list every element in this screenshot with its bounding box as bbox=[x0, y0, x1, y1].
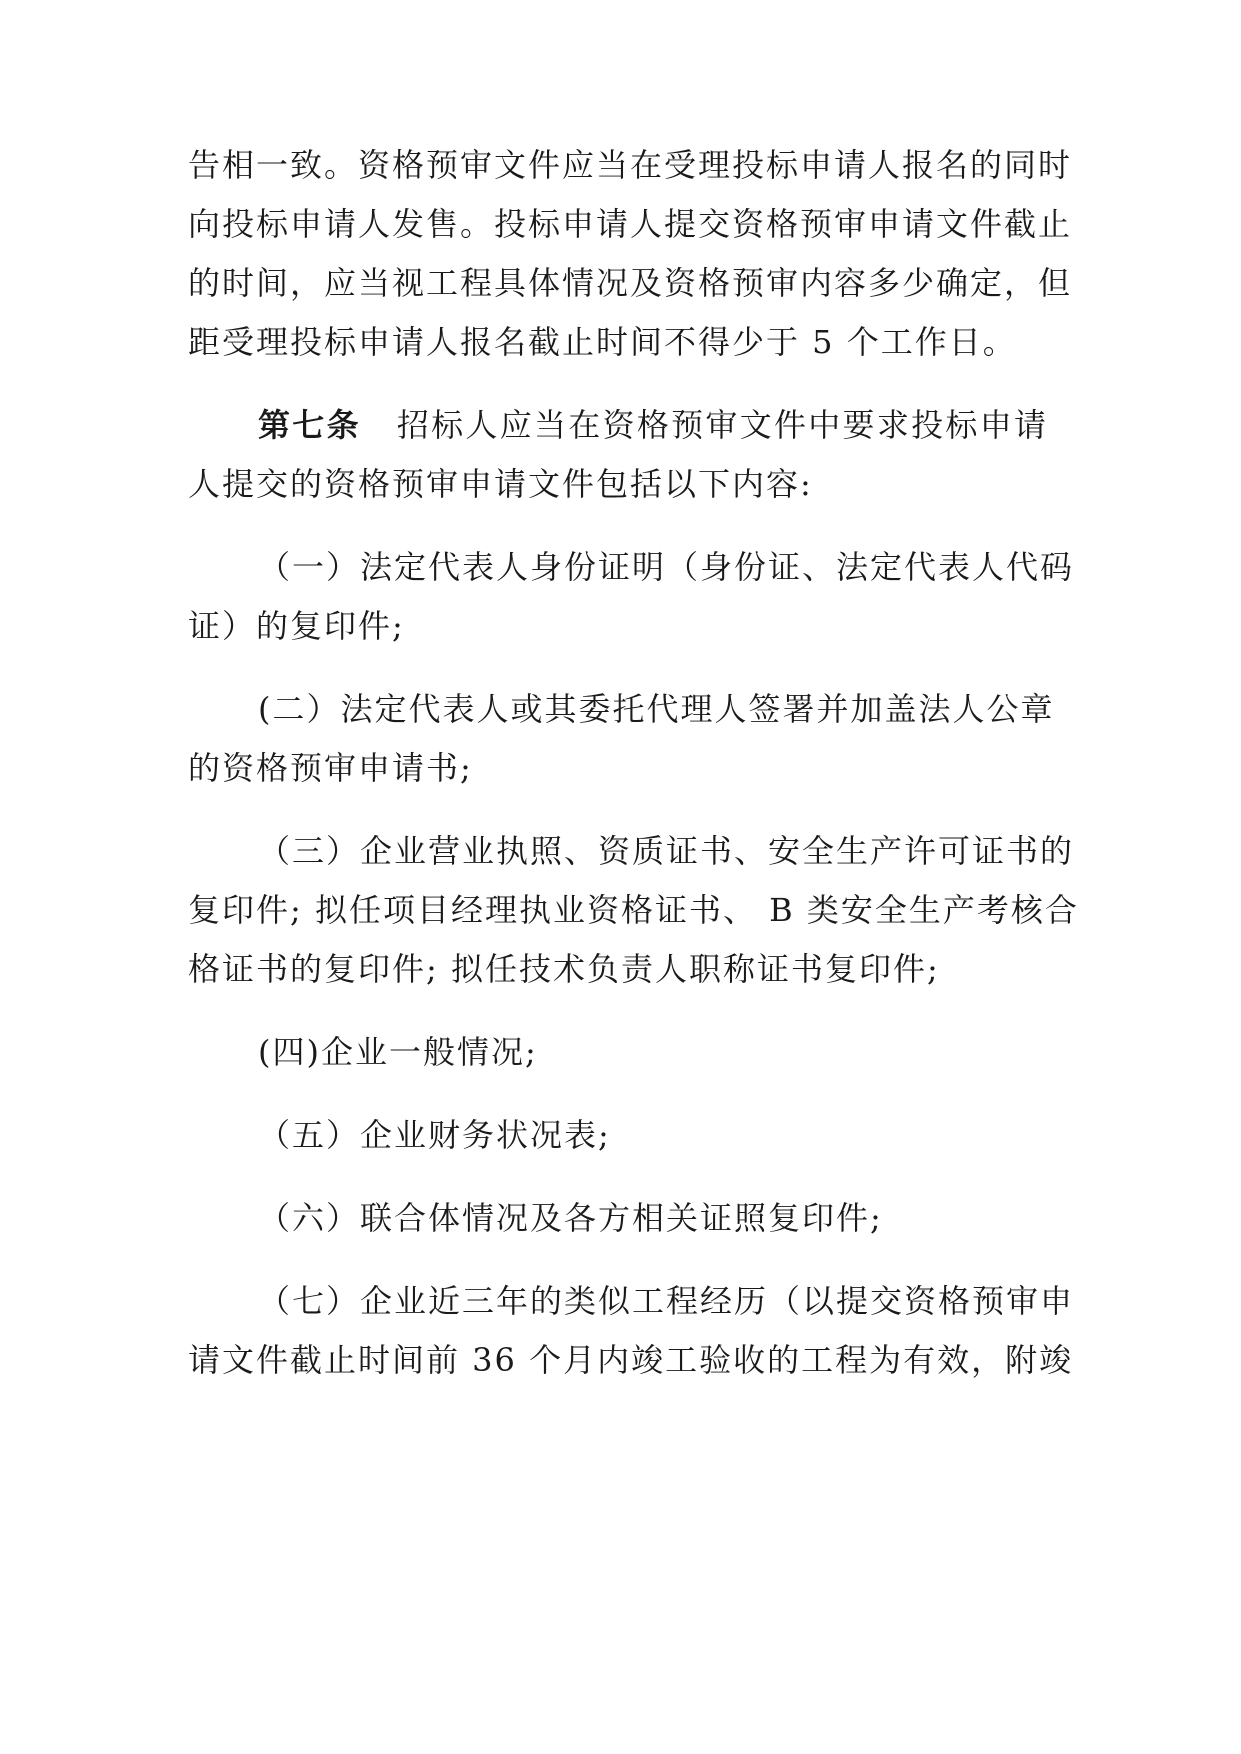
list-item-1-line: 证）的复印件; bbox=[188, 607, 405, 645]
list-item-4: (四)企业一般情况; bbox=[258, 1033, 538, 1071]
list-item-2-line: (二）法定代表人或其委托代理人签署并加盖法人公章 bbox=[258, 690, 1055, 728]
list-item-3-line: 复印件; 拟任项目经理执业资格证书、 B 类安全生产考核合 bbox=[188, 891, 1079, 929]
list-item-6: （六）联合体情况及各方相关证照复印件; bbox=[258, 1199, 883, 1237]
article-text: 招标人应当在资格预审文件中要求投标申请 bbox=[396, 406, 1048, 444]
list-item-3-line: （三）企业营业执照、资质证书、安全生产许可证书的 bbox=[258, 832, 1075, 870]
list-item-1-line: （一）法定代表人身份证明（身份证、法定代表人代码 bbox=[258, 548, 1075, 586]
list-item-3-line: 格证书的复印件; 拟任技术负责人职称证书复印件; bbox=[188, 950, 940, 988]
list-item-5: （五）企业财务状况表; bbox=[258, 1116, 611, 1154]
article-heading: 第七条 bbox=[258, 406, 361, 444]
list-item-2-line: 的资格预审申请书; bbox=[188, 749, 473, 787]
paragraph-line: 距受理投标申请人报名截止时间不得少于 5 个工作日。 bbox=[188, 323, 1017, 361]
paragraph-line: 向投标申请人发售。投标申请人提交资格预审申请文件截止 bbox=[188, 205, 1073, 243]
paragraph-line: 人提交的资格预审申请文件包括以下内容: bbox=[188, 465, 813, 503]
paragraph-line: 的时间，应当视工程具体情况及资格预审内容多少确定，但 bbox=[188, 264, 1073, 302]
article-7-first-line bbox=[258, 403, 1048, 447]
list-item-7-line: （七）企业近三年的类似工程经历（以提交资格预审申 bbox=[258, 1282, 1075, 1320]
list-item-7-line: 请文件截止时间前 36 个月内竣工验收的工程为有效，附竣 bbox=[188, 1341, 1074, 1379]
paragraph-line: 告相一致。资格预审文件应当在受理投标申请人报名的同时 bbox=[188, 146, 1073, 184]
